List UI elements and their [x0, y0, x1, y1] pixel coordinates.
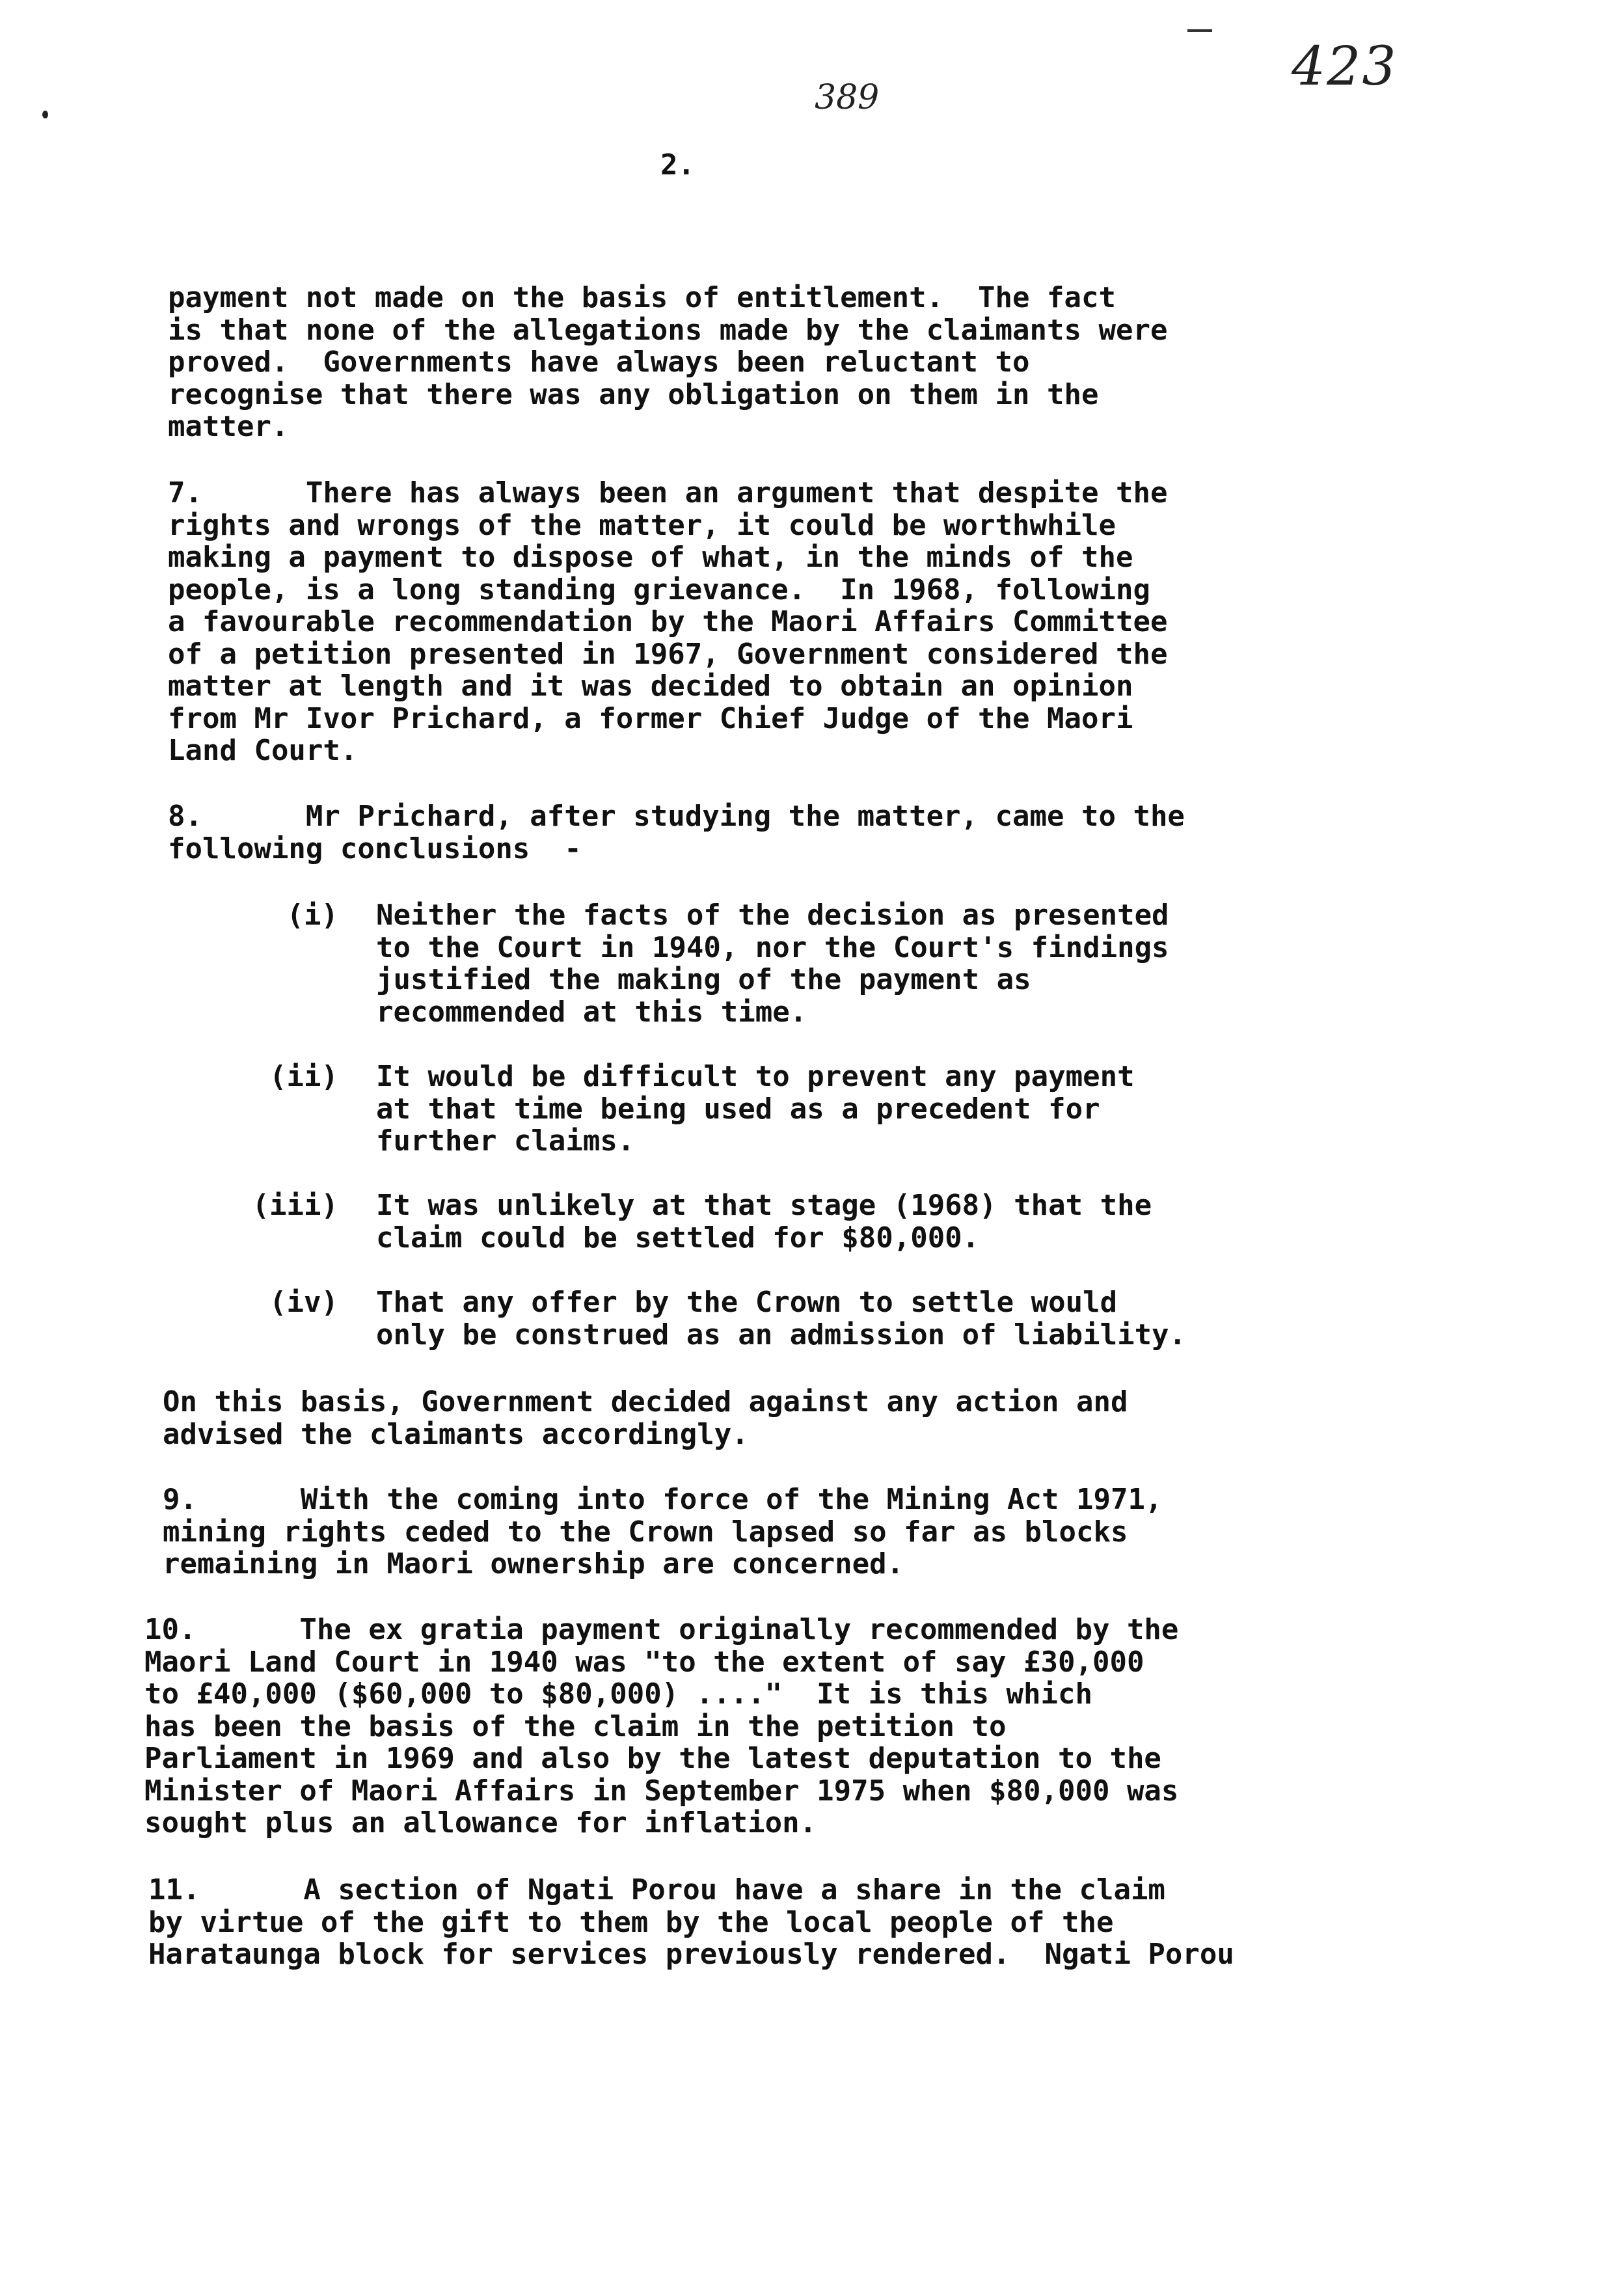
conclusion-label-ii: (ii): [269, 1060, 338, 1093]
conclusion-label-iii: (iii): [252, 1189, 338, 1222]
conclusion-text-i: Neither the facts of the decision as presented to the Court in 1940, nor the Court's findings justified the making of the payment as recommended at this time.: [376, 899, 1169, 1029]
paragraph-8-closing: On this basis, Government decided against any action and advised the claimants accordingly.: [163, 1385, 1128, 1451]
scan-speck: [42, 111, 48, 118]
handwritten-folio-secondary: 389: [815, 78, 880, 117]
intro-paragraph: payment not made on the basis of entitlement. The fact is that none of the allegations made by the claimants were proved. Governments have always been reluctant to recognise that there was any obligation on them in the matter.: [168, 281, 1168, 443]
handwritten-folio-number: 423: [1292, 36, 1398, 98]
paragraph-10: 10. The ex gratia payment originally recommended by the Maori Land Court in 1940 was "to the extent of say £30,000 to £40,000 ($60,000 to $80,000) ...." It is this which has been the basis of the claim in the petition to Parliament in 1969 and also by the latest deputation to the Minister of Maori Affairs in September 1975 when $80,000 was sought plus an allowance for inflation.: [144, 1613, 1179, 1839]
paragraph-8-intro: 8. Mr Prichard, after studying the matter, came to the following conclusions -: [168, 800, 1185, 865]
conclusion-label-i: (i): [286, 899, 338, 932]
conclusion-text-iv: That any offer by the Crown to settle would only be construed as an admission of liability.: [376, 1286, 1187, 1351]
pen-mark: [1187, 29, 1212, 32]
conclusion-text-ii: It would be difficult to prevent any payment at that time being used as a precedent for further claims.: [376, 1060, 1135, 1158]
conclusion-text-iii: It was unlikely at that stage (1968) that the claim could be settled for $80,000.: [376, 1189, 1152, 1254]
paragraph-7: 7. There has always been an argument that despite the rights and wrongs of the matter, it could be worthwhile making a payment to dispose of what, in the minds of the people, is a long standing grievance. In 1968, following a favourable recommendation by the Maori Affairs Committee of a petition presented in 1967, Government considered the matter at length and it was decided to obtain an opinion from Mr Ivor Prichard, a former Chief Judge of the Maori Land Court.: [168, 476, 1168, 767]
paragraph-9: 9. With the coming into force of the Mining Act 1971, mining rights ceded to the Crown lapsed so far as blocks remaining in Maori ownership are concerned.: [163, 1483, 1163, 1580]
conclusion-label-iv: (iv): [269, 1286, 338, 1319]
paragraph-11: 11. A section of Ngati Porou have a share in the claim by virtue of the gift to them by the local people of the Harataunga block for services previously rendered. Ngati Porou: [148, 1873, 1234, 1971]
page-number: 2.: [660, 148, 695, 182]
